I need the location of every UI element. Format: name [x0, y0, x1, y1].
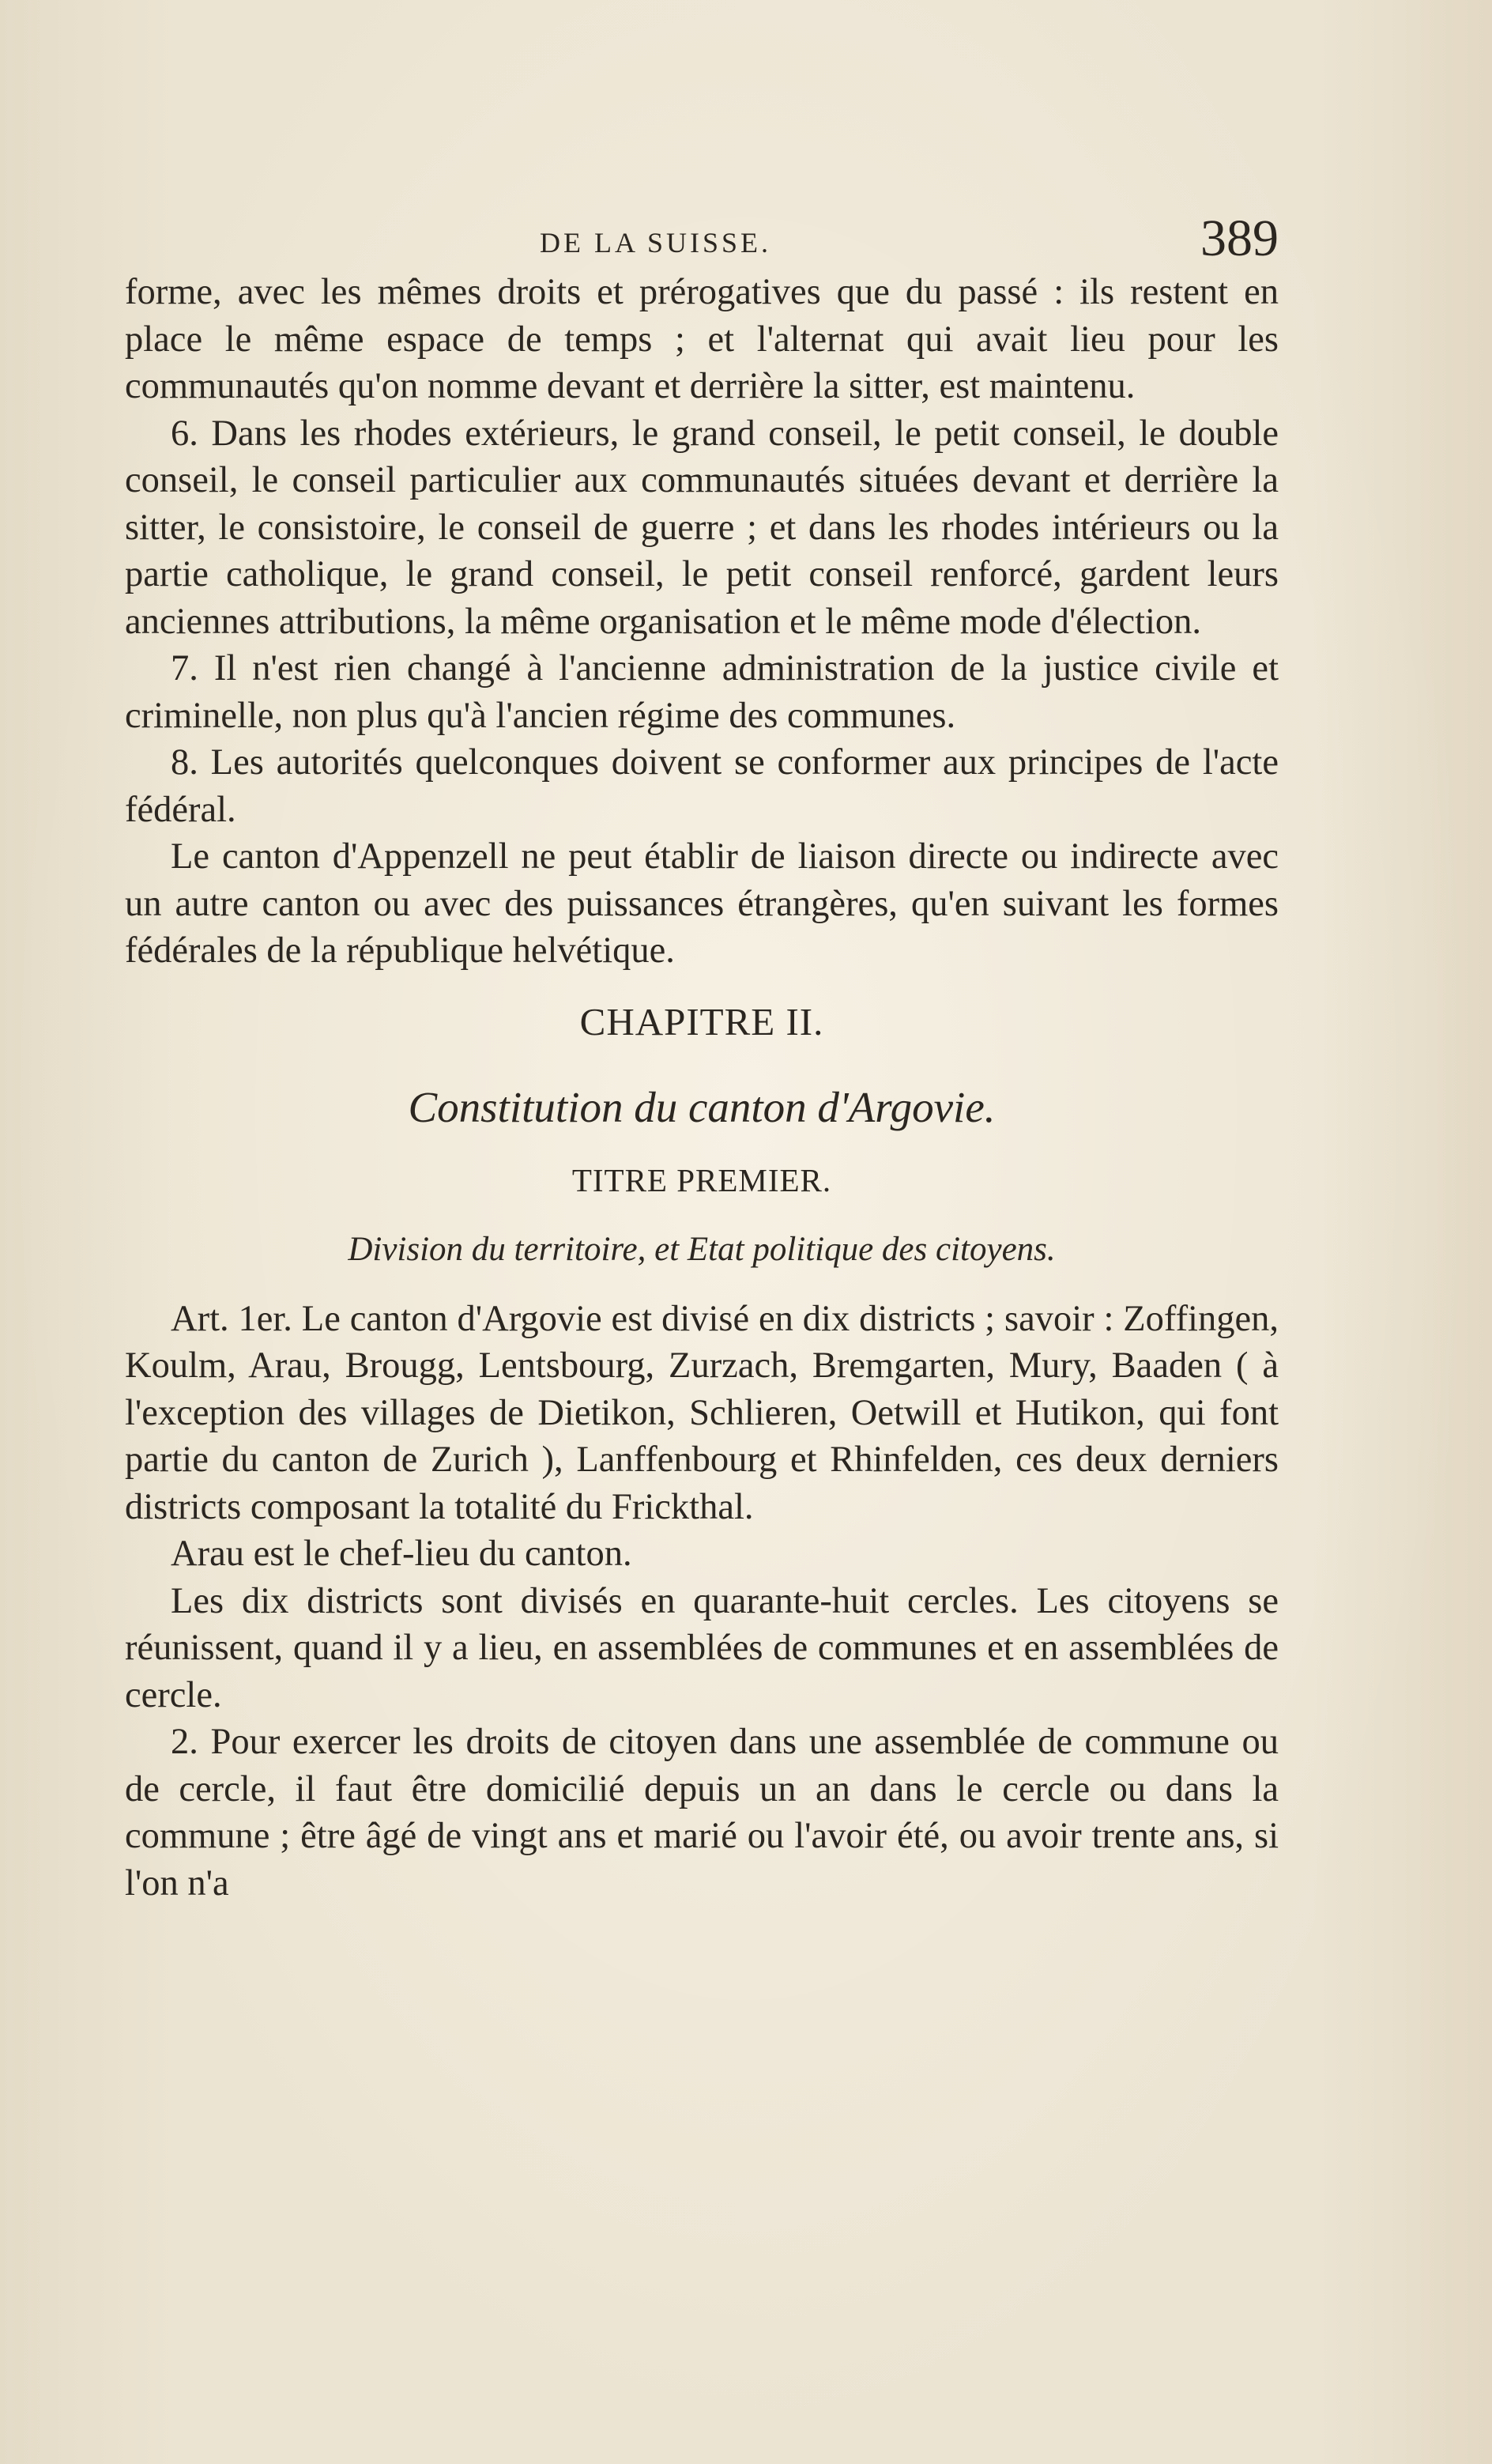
- article-7: 7. Il n'est rien changé à l'ancienne administration de la justice civile et criminelle, non plus qu'à l'ancien régime des communes.: [125, 648, 1279, 736]
- article-6: 6. Dans les rhodes extérieurs, le grand conseil, le petit conseil, le double conseil, le conseil particulier aux communautés situées devant et derrière la sitter, le consistoire, le conseil de guerre ; et dans les rhodes intérieurs ou la partie catholique, le grand conseil, le petit conseil renforcé, gardent leurs anciennes attributions, la même organisation et le même mode d'élection.: [125, 413, 1279, 642]
- page-body: [125, 269, 1279, 1907]
- running-head: DE LA SUISSE.: [540, 227, 772, 258]
- paragraph: Arau est le chef-lieu du canton.: [171, 1534, 632, 1574]
- article-8: 8. Les autorités quelconques doivent se conformer aux principes de l'acte fédéral.: [125, 742, 1279, 830]
- article-1: Art. 1er. Le canton d'Argovie est divisé en dix districts ; savoir : Zoffingen, Koulm, Arau, Brougg, Lentsbourg, Zurzach, Bremgarten, Mury, Baaden ( à l'exception des villages de Dietikon, Schlieren, Oetwill et Hutikon, qui font partie du canton de Zurich ), Lanffenbourg et Rhinfelden, ces deux derniers districts composant la totalité du Frickthal.: [125, 1298, 1279, 1527]
- page-header: [125, 209, 1279, 275]
- page-number: 389: [1200, 209, 1279, 267]
- chapter-heading: CHAPITRE II.: [579, 999, 824, 1043]
- titre-heading: TITRE PREMIER.: [571, 1161, 832, 1198]
- paragraph: Les dix districts sont divisés en quarante-huit cercles. Les citoyens se réunissent, quand il y a lieu, en assemblées de communes et en assemblées de cercle.: [125, 1580, 1279, 1715]
- section-title: Constitution du canton d'Argovie.: [408, 1082, 996, 1131]
- paragraph: Le canton d'Appenzell ne peut établir de liaison directe ou indirecte avec un autre canton ou avec des puissances étrangères, qu'en suivant les formes fédérales de la république helvétique.: [125, 836, 1279, 971]
- article-2: 2. Pour exercer les droits de citoyen dans une assemblée de commune ou de cercle, il faut être domicilié depuis un an dans le cercle ou dans la commune ; être âgé de vingt ans et marié ou l'avoir été, ou avoir trente ans, si l'on n'a: [125, 1722, 1279, 1904]
- paragraph: forme, avec les mêmes droits et prérogatives que du passé : ils restent en place le même espace de temps ; et l'alternat qui avait lieu pour les communautés qu'on nomme devant et derrière la sitter, est maintenu.: [125, 272, 1279, 406]
- division-subtitle: Division du territoire, et Etat politique des citoyens.: [348, 1230, 1056, 1268]
